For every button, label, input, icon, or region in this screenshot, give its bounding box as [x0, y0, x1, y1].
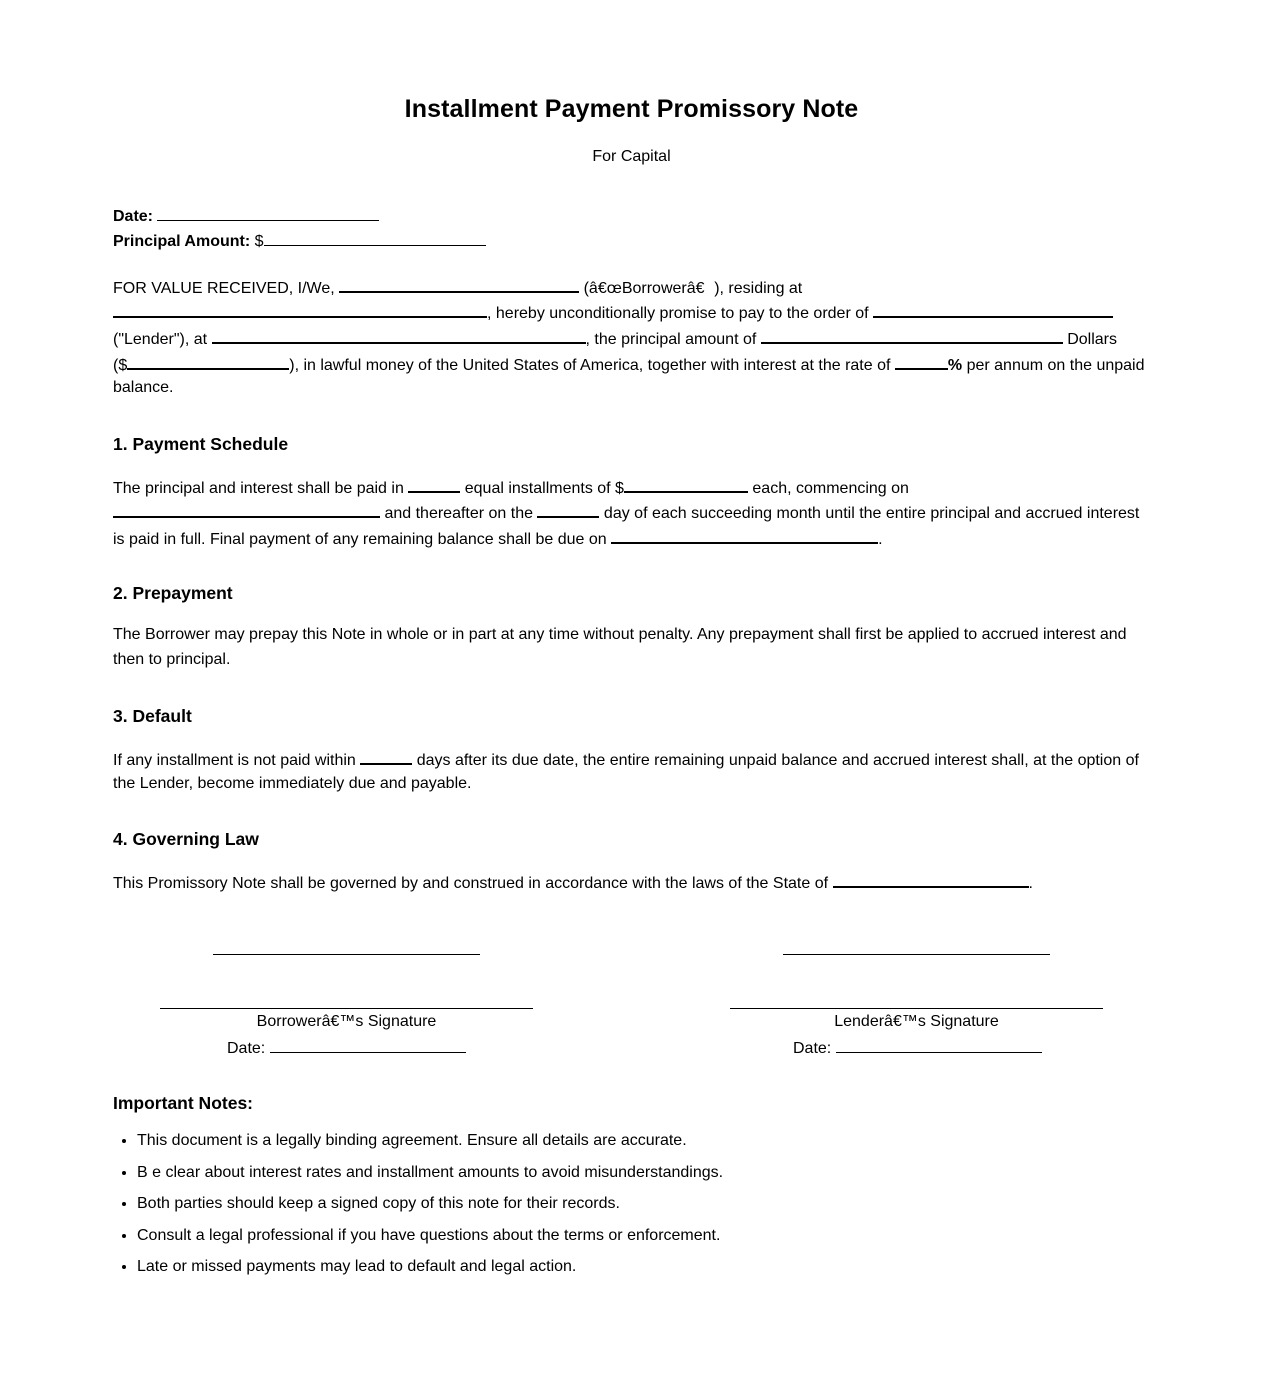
s2-line-1: The Borrower may prepay this Note in whole or in part at any time without penalty. Any prepayment shall first be applied to accrued interest and — [113, 626, 1127, 643]
payment-day-blank[interactable] — [537, 501, 599, 518]
s3-text: If any installment is not paid within — [113, 752, 356, 769]
document-title: Installment Payment Promissory Note — [404, 95, 859, 123]
intro-text: (â€œBorrowerâ€), residing at — [583, 280, 803, 297]
borrower-name-blank[interactable] — [339, 276, 579, 293]
intro-text: , hereby unconditionally promise to pay to the order of — [487, 305, 869, 322]
interest-rate-blank[interactable] — [895, 353, 948, 370]
intro-text: ), in lawful money of the United States of America, together with interest at the rate of — [289, 357, 891, 374]
s1-text: . — [878, 531, 883, 548]
date-blank[interactable] — [157, 205, 379, 221]
list-item: • This document is a legally binding agreement. Ensure all details are accurate. — [137, 1131, 723, 1163]
amount-figures-blank[interactable] — [127, 353, 289, 370]
s1-text: and thereafter on the — [384, 505, 534, 522]
grace-days-blank[interactable] — [360, 748, 412, 765]
s1-text: each, commencing on — [752, 480, 909, 497]
borrower-signature-line[interactable] — [160, 1008, 533, 1009]
amount-words-blank[interactable] — [761, 327, 1063, 344]
borrower-date-row — [227, 1037, 466, 1059]
final-payment-date-blank[interactable] — [611, 527, 878, 544]
s3-line-2: the Lender, become immediately due and payable. — [113, 775, 472, 792]
s1-text: equal installments of $ — [464, 480, 624, 497]
intro-text: ("Lender"), at — [113, 331, 208, 348]
important-notes-list — [113, 1131, 723, 1289]
s4-line-1 — [113, 871, 1033, 894]
important-notes-heading: Important Notes: — [113, 1093, 253, 1113]
principal-prefix: $ — [254, 233, 264, 250]
principal-label: Principal Amount: — [113, 233, 251, 250]
date-row — [113, 205, 379, 227]
lender-name-blank[interactable] — [873, 301, 1113, 318]
borrower-name-line[interactable] — [213, 954, 480, 955]
lender-name-line[interactable] — [783, 954, 1050, 955]
list-item: • B e clear about interest rates and installment amounts to avoid misunderstandings. — [137, 1163, 723, 1195]
lender-address-blank[interactable] — [212, 327, 586, 344]
intro-line-5: balance. — [113, 379, 174, 396]
s1-text: day of each succeeding month until the entire principal and accrued interest — [603, 505, 1140, 522]
lender-date-row — [793, 1037, 1042, 1059]
principal-blank[interactable] — [264, 230, 486, 246]
section-heading-default: 3. Default — [113, 706, 192, 726]
intro-text: Dollars — [1067, 331, 1117, 348]
lender-signature-line[interactable] — [730, 1008, 1103, 1009]
section-heading-governing-law: 4. Governing Law — [113, 829, 259, 849]
s2-line-2: then to principal. — [113, 651, 231, 668]
installments-count-blank[interactable] — [408, 476, 460, 493]
state-blank[interactable] — [833, 871, 1029, 888]
list-item: • Consult a legal professional if you have questions about the terms or enforcement. — [137, 1226, 723, 1258]
intro-line-2 — [113, 301, 1113, 324]
intro-text: , the principal amount of — [585, 331, 757, 348]
section-heading-payment-schedule: 1. Payment Schedule — [113, 434, 289, 454]
percent-sign: % — [947, 357, 963, 374]
s3-line-1 — [113, 748, 1139, 771]
date-label: Date: — [113, 208, 154, 225]
borrower-signature-label: Borrowerâ€™s Signature — [256, 1013, 437, 1030]
s1-line-1 — [113, 476, 909, 499]
s3-text: days after its due date, the entire remaining unpaid balance and accrued interest shall, at the option of — [416, 752, 1139, 769]
intro-line-1 — [113, 276, 802, 299]
s1-line-2 — [113, 501, 1139, 524]
intro-line-4 — [113, 353, 1145, 376]
lender-signature-label: Lenderâ€™s Signature — [834, 1013, 999, 1030]
section-heading-prepayment: 2. Prepayment — [113, 583, 233, 603]
start-date-blank[interactable] — [113, 501, 380, 518]
borrower-date-label: Date: — [227, 1040, 266, 1057]
principal-row — [113, 230, 486, 252]
document-subtitle: For Capital — [592, 148, 671, 165]
s1-text: is paid in full. Final payment of any remaining balance shall be due on — [113, 531, 607, 548]
list-item: • Both parties should keep a signed copy of this note for their records. — [137, 1194, 723, 1226]
borrower-date-blank[interactable] — [270, 1037, 466, 1053]
installment-amount-blank[interactable] — [624, 476, 748, 493]
lender-date-blank[interactable] — [836, 1037, 1042, 1053]
s1-line-3 — [113, 527, 883, 550]
s4-text: This Promissory Note shall be governed by and construed in accordance with the laws of the State of — [113, 875, 829, 892]
s4-text: . — [1028, 875, 1033, 892]
intro-line-3 — [113, 327, 1117, 350]
intro-text: per annum on the unpaid — [966, 357, 1145, 374]
borrower-address-blank[interactable] — [113, 301, 487, 318]
lender-date-label: Date: — [793, 1040, 832, 1057]
intro-text: FOR VALUE RECEIVED, I/We, — [113, 280, 335, 297]
intro-text: ($ — [113, 357, 128, 374]
list-item: • Late or missed payments may lead to default and legal action. — [137, 1257, 723, 1289]
s1-text: The principal and interest shall be paid in — [113, 480, 404, 497]
